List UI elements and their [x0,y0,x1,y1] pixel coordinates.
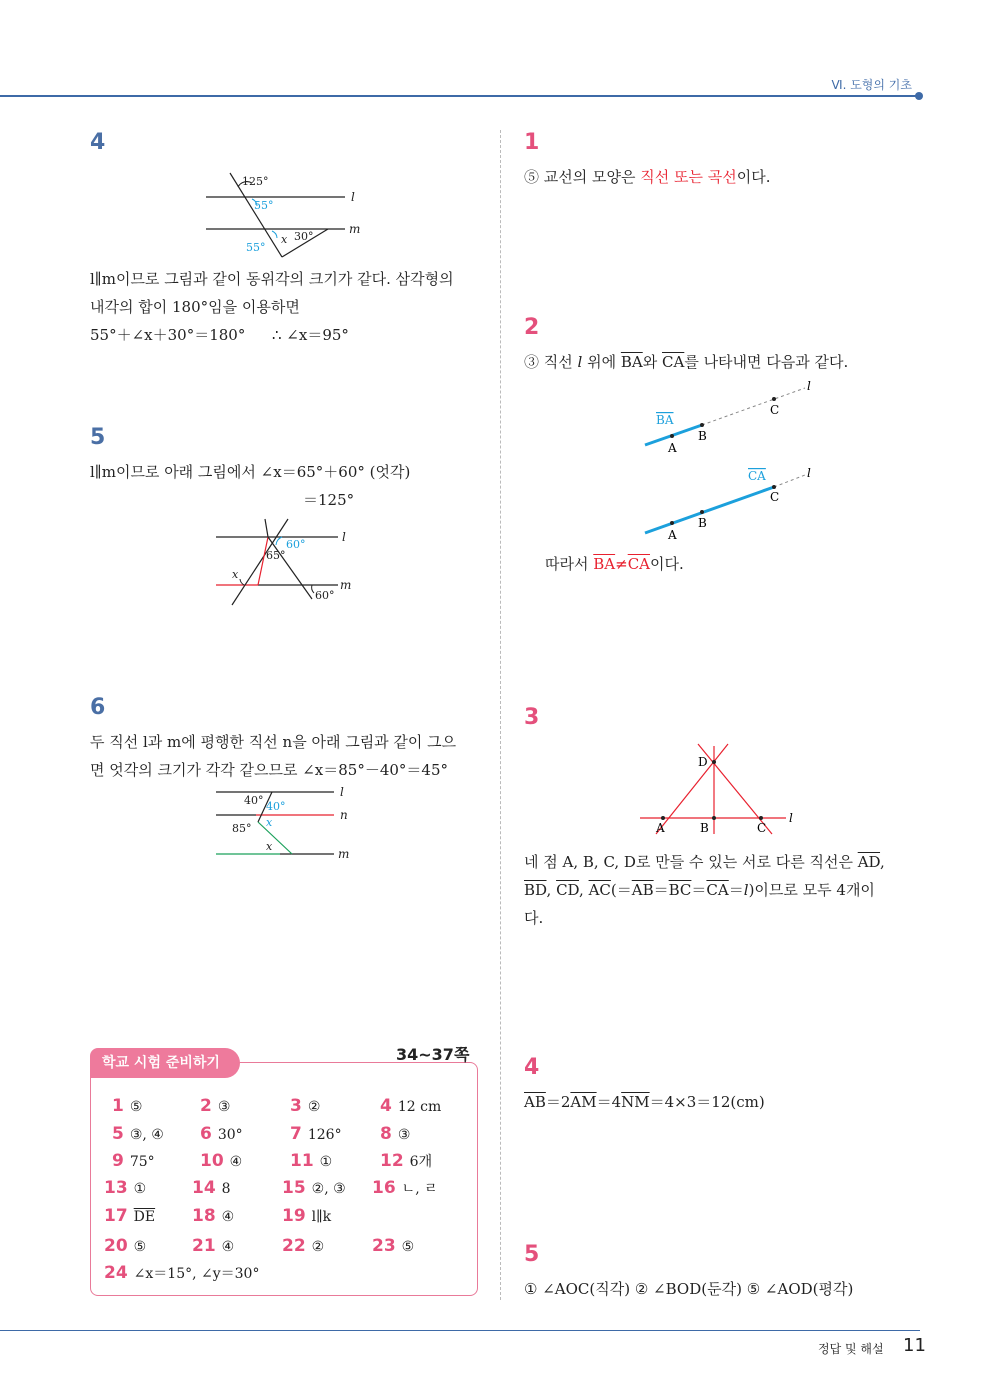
answer-summary-title: 학교 시험 준비하기 [90,1048,240,1078]
answer-value: ③ [217,1099,231,1115]
question-number: 6 [90,695,106,720]
answer-item [104,1236,146,1256]
label-l: l [342,530,346,544]
answer-item [282,1178,346,1198]
label-x: x [281,233,288,246]
r1-text: ⑤ 교선의 모양은 직선 또는 곡선이다. [524,168,771,186]
header-rule-dot [915,92,923,100]
answer-value: 8 [221,1181,231,1197]
label-C: C [757,821,767,835]
label-n: n [340,808,348,822]
ray-ca [645,487,774,533]
answer-number: 4 [380,1096,392,1116]
question-number: 1 [524,130,540,155]
answer-number: 17 [104,1206,128,1226]
label-ba: BA [656,413,674,427]
answer-item [200,1151,242,1171]
answer-number: 10 [200,1151,224,1171]
question-number: 5 [90,425,106,450]
answer-number: 16 [372,1178,396,1198]
footer-rule [0,1330,920,1331]
answer-number: 19 [282,1206,306,1226]
answer-item [104,1206,155,1226]
answer-value: ④ [221,1209,235,1225]
label-125: 125° [242,175,269,188]
answer-value: ④ [221,1239,235,1255]
q6-text-line1: 두 직선 l과 m에 평행한 직선 n을 아래 그림과 같이 그으 [90,733,457,751]
answer-number: 14 [192,1178,216,1198]
answer-number: 8 [380,1124,392,1144]
figure-ray-ca [640,465,820,540]
answer-number: 18 [192,1206,216,1226]
answer-value: 6개 [409,1154,433,1170]
answer-number: 7 [290,1124,302,1144]
label-m: m [349,222,361,236]
answer-value: $\overline{DE}$ [133,1209,156,1225]
label-l: l [351,190,355,204]
answer-value: ① [133,1181,147,1197]
answer-number: 22 [282,1236,306,1256]
answer-item [290,1096,320,1116]
answer-item [290,1124,342,1144]
answer-number: 6 [200,1124,212,1144]
label-40b: 40° [266,800,286,813]
figure-parallel-triangle [200,165,370,260]
answer-number: 23 [372,1236,396,1256]
label-l: l [789,811,793,825]
answer-number: 3 [290,1096,302,1116]
label-B: B [698,516,707,530]
answer-item [290,1151,332,1171]
answer-value: 30° [217,1127,243,1143]
transversal1 [232,519,288,605]
answer-item [200,1096,230,1116]
q4-text-line2: 내각의 합이 180°임을 이용하면 [90,298,300,316]
column-divider [500,130,501,1300]
label-D: D [698,755,708,769]
figure-three-parallel-lines [210,782,360,862]
label-B: B [700,821,709,835]
answer-value: ② [311,1239,325,1255]
arc-55b [272,231,277,238]
label-ca: CA [748,469,766,483]
answer-value: 126° [307,1127,342,1143]
answer-number: 1 [112,1096,124,1116]
answer-item [104,1263,259,1283]
answer-item [282,1206,331,1226]
answer-item [380,1151,432,1171]
answer-value: ③, ④ [129,1127,164,1143]
answer-value: ②, ③ [311,1181,346,1197]
answer-number: 2 [200,1096,212,1116]
label-x1: x [266,816,273,829]
label-C: C [770,490,780,504]
label-85: 85° [232,822,252,835]
r5-text: ① ∠AOC(직각) ② ∠BOD(둔각) ⑤ ∠AOD(평각) [524,1280,854,1298]
q5-text-line1: l∥m이므로 아래 그림에서 ∠x＝65°＋60° (엇각) [90,463,411,481]
question-number: 4 [524,1055,540,1080]
r2-conclusion: 따라서 $\overline{BA}\ne\overline{CA}$이다. [545,555,684,573]
answer-number: 5 [112,1124,124,1144]
answer-item [372,1178,438,1198]
chapter-title: Ⅵ. 도형의 기초 [831,78,912,92]
answer-item [104,1178,146,1198]
q6-text-line2: 면 엇각의 크기가 각각 같으므로 ∠x＝85°－40°＝45° [90,761,449,779]
label-m: m [338,847,350,861]
label-65: 65° [266,549,286,562]
figure-parallel-crossing [210,515,360,610]
label-B: B [698,429,707,443]
label-60a: 60° [286,538,306,551]
answer-value: ⑤ [133,1239,147,1255]
label-x2: x [266,840,273,853]
header-rule [0,95,918,97]
answer-number: 20 [104,1236,128,1256]
answer-item [192,1178,231,1198]
label-C: C [770,403,780,417]
question-number: 5 [524,1242,540,1267]
answer-item [282,1236,324,1256]
label-A: A [668,441,677,455]
answer-number: 12 [380,1151,404,1171]
answer-value: ① [319,1154,333,1170]
q5-text-line2: ＝125° [303,491,355,509]
question-number: 2 [524,315,540,340]
answer-item [112,1124,164,1144]
label-40a: 40° [244,794,264,807]
r3-text-line3: 다. [524,909,544,927]
answer-item [112,1096,142,1116]
answer-value: ③ [397,1127,411,1143]
label-A: A [668,528,677,540]
answer-value: 75° [129,1154,155,1170]
label-60b: 60° [315,589,335,602]
page-number: 11 [903,1335,926,1356]
figure-four-points [636,738,806,838]
label-l: l [340,785,344,799]
question-number: 4 [90,130,106,155]
q4-text-line1: l∥m이므로 그림과 같이 동위각의 크기가 같다. 삼각형의 [90,270,454,288]
r3-text-line2: $\overline{BD}$, $\overline{CD}$, $\overline{AC}(=\overline{AB}=\overline{BC}=\overline{CA}=l)$이므로 모두 4개이 [524,881,875,899]
answer-value: ② [307,1099,321,1115]
answer-item [192,1206,234,1226]
label-m: m [340,578,352,592]
answer-value: ㄴ, ㄹ [401,1181,438,1197]
answer-pages: 34~37쪽 [396,1045,470,1064]
answer-value: ⑤ [129,1099,143,1115]
label-l: l [807,466,811,480]
r4-text: $\overline{AB}=2\overline{AM}=4\overline{NM}=4\times 3=12(cm)$ [524,1093,765,1111]
answer-number: 15 [282,1178,306,1198]
answer-number: 24 [104,1263,128,1283]
figure-ray-ba [640,380,820,455]
label-55a: 55° [254,199,274,212]
answer-item [192,1236,234,1256]
answer-number: 21 [192,1236,216,1256]
answer-number: 13 [104,1178,128,1198]
q4-conclusion: ∴ ∠x＝95° [272,326,349,344]
answer-item [372,1236,414,1256]
r2-text: ③ 직선 l 위에 $\overline{BA}$와 $\overline{CA}$를 나타내면 다음과 같다. [524,353,849,371]
label-x: x [232,568,239,581]
answer-value: ∠x＝15°, ∠y＝30° [133,1266,260,1282]
answer-value: ⑤ [401,1239,415,1255]
q4-equation: 55°＋∠x＋30°＝180° [90,326,246,344]
answer-number: 11 [290,1151,314,1171]
label-55b: 55° [246,241,266,254]
answer-value: 12 cm [397,1099,442,1115]
answer-item [380,1124,410,1144]
label-l: l [807,380,811,393]
answer-item [380,1096,441,1116]
answer-number: 9 [112,1151,124,1171]
answer-item [200,1124,243,1144]
question-number: 3 [524,705,540,730]
label-30: 30° [294,230,314,243]
answer-item [112,1151,155,1171]
label-A: A [656,821,665,835]
r3-text-line1: 네 점 A, B, C, D로 만들 수 있는 서로 다른 직선은 $\overline{AD}$, [524,853,885,871]
answer-value: l∥k [311,1209,332,1225]
footer-label: 정답 및 해설 [818,1342,884,1356]
answer-value: ④ [229,1154,243,1170]
